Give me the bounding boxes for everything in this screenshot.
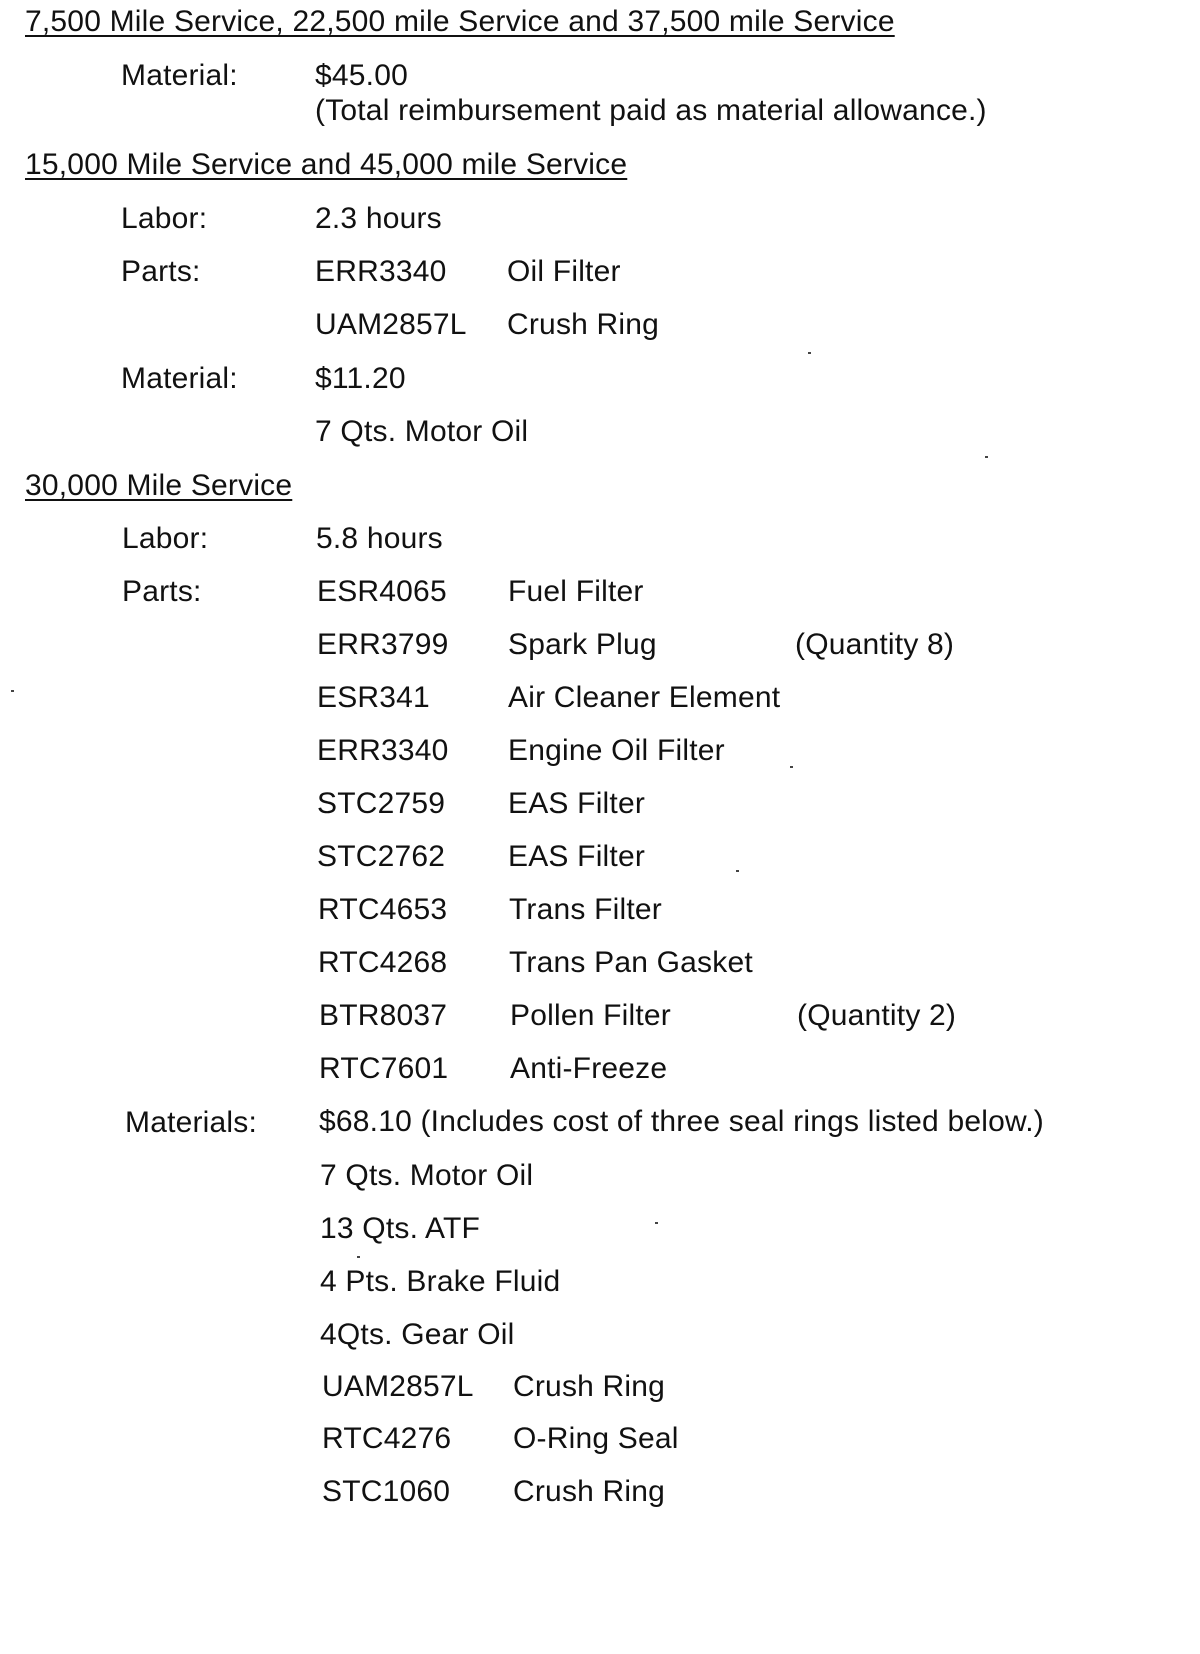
seal-ring-number: UAM2857L — [322, 1370, 474, 1403]
part-number: STC2762 — [317, 840, 446, 873]
part-number: STC2759 — [317, 787, 446, 820]
part-description: EAS Filter — [508, 840, 646, 873]
labor-label: Labor: — [121, 202, 208, 235]
part-number: ERR3340 — [315, 255, 447, 288]
materials-item: 13 Qts. ATF — [320, 1212, 481, 1245]
part-number: RTC4653 — [318, 893, 448, 926]
part-description: Engine Oil Filter — [508, 734, 725, 767]
scan-speck — [790, 766, 793, 768]
part-number: RTC7601 — [319, 1052, 449, 1085]
materials-item: 4Qts. Gear Oil — [320, 1318, 515, 1351]
part-quantity: (Quantity 8) — [795, 628, 955, 661]
part-number: ESR4065 — [317, 575, 447, 608]
scan-speck — [736, 870, 739, 872]
scan-speck — [985, 456, 988, 458]
seal-ring-description: Crush Ring — [513, 1370, 666, 1403]
part-number: ERR3799 — [317, 628, 449, 661]
material-value: $11.20 — [315, 362, 406, 395]
part-description: Anti-Freeze — [510, 1052, 668, 1085]
part-description: Spark Plug — [508, 628, 657, 661]
part-number: BTR8037 — [319, 999, 448, 1032]
seal-ring-number: STC1060 — [322, 1475, 451, 1508]
seal-ring-number: RTC4276 — [322, 1422, 452, 1455]
section-heading-15000: 15,000 Mile Service and 45,000 mile Service — [25, 148, 628, 181]
materials-item: 7 Qts. Motor Oil — [320, 1159, 534, 1192]
material-item: 7 Qts. Motor Oil — [315, 415, 529, 448]
part-description: Air Cleaner Element — [508, 681, 781, 714]
parts-label: Parts: — [121, 255, 201, 288]
labor-value: 5.8 hours — [316, 522, 443, 555]
section-heading-7500: 7,500 Mile Service, 22,500 mile Service and 37,500 mile Service — [25, 5, 895, 38]
scan-speck — [808, 352, 811, 354]
part-description: EAS Filter — [508, 787, 646, 820]
part-description: Crush Ring — [507, 308, 660, 341]
scan-speck — [11, 690, 14, 692]
part-number: RTC4268 — [318, 946, 448, 979]
part-description: Fuel Filter — [508, 575, 644, 608]
part-description: Trans Pan Gasket — [509, 946, 753, 979]
material-value: $45.00 — [315, 59, 408, 92]
part-number: UAM2857L — [315, 308, 467, 341]
part-number: ESR341 — [317, 681, 430, 714]
material-label: Material: — [121, 362, 238, 395]
parts-label: Parts: — [122, 575, 202, 608]
labor-label: Labor: — [122, 522, 209, 555]
seal-ring-description: Crush Ring — [513, 1475, 666, 1508]
part-description: Pollen Filter — [510, 999, 671, 1032]
scan-speck — [655, 1222, 658, 1224]
materials-item: 4 Pts. Brake Fluid — [320, 1265, 561, 1298]
scan-speck — [357, 1256, 360, 1258]
materials-value: $68.10 (Includes cost of three seal rings listed below.) — [319, 1105, 1044, 1138]
materials-label: Materials: — [125, 1106, 258, 1139]
labor-value: 2.3 hours — [315, 202, 442, 235]
part-quantity: (Quantity 2) — [797, 999, 957, 1032]
material-label: Material: — [121, 59, 238, 92]
material-note: (Total reimbursement paid as material allowance.) — [315, 94, 987, 127]
part-number: ERR3340 — [317, 734, 449, 767]
part-description: Trans Filter — [509, 893, 662, 926]
seal-ring-description: O-Ring Seal — [513, 1422, 679, 1455]
section-heading-30000: 30,000 Mile Service — [25, 469, 293, 502]
part-description: Oil Filter — [507, 255, 621, 288]
